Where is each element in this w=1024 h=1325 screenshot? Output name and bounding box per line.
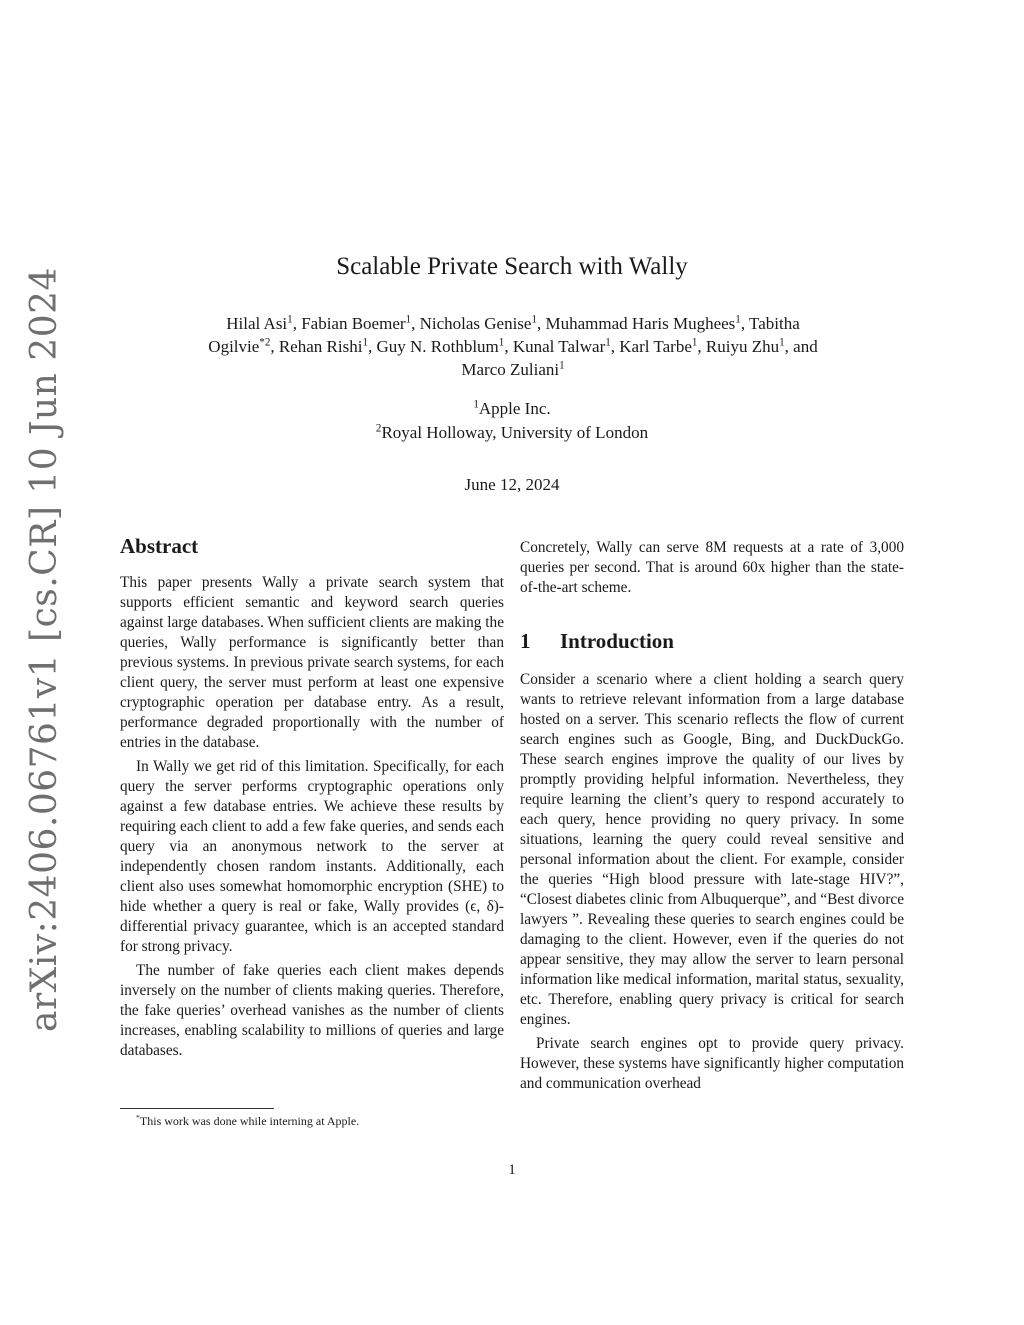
author-name: Tabitha <box>749 314 800 333</box>
footnote-text: This work was done while interning at Apple. <box>139 1114 360 1128</box>
footnote <box>136 1113 536 1129</box>
author-affiliation-mark: 1 <box>531 313 537 326</box>
author-separator: , <box>536 314 546 333</box>
author-separator: , <box>270 337 279 356</box>
author-name: Guy N. Rothblum <box>376 337 499 356</box>
page-number: 1 <box>508 1162 516 1178</box>
author-name: Kunal Talwar <box>512 337 606 356</box>
author-name: Ogilvie <box>208 337 260 356</box>
author-affiliation-mark: 1 <box>779 336 785 349</box>
author-line-1 <box>118 312 908 335</box>
author-name: Marco Zuliani <box>461 360 560 379</box>
section-heading-introduction <box>520 628 904 654</box>
author-name: Nicholas Genise <box>419 314 532 333</box>
affiliations <box>0 397 1024 445</box>
author-affiliation-mark: 1 <box>735 313 741 326</box>
abstract-paragraph: This paper presents Wally a private search system that supports efficient semantic and keyword search queries against large databases. When sufficient clients are making the queries, Wally performance is significantly better than previous systems. In previous private search systems, for each client query, the server must perform at least one expensive cryptographic operation per database entry. As a result, performance degraded proportionally with the number of entries in the database. <box>120 574 504 751</box>
affiliation-text: Royal Holloway, University of London <box>381 423 649 442</box>
affiliation-1 <box>0 397 1024 421</box>
author-separator: , <box>740 314 750 333</box>
affiliation-mark: 2 <box>375 422 382 435</box>
author-line-2 <box>118 335 908 358</box>
author-separator: , <box>504 337 513 356</box>
affiliation-text: Apple Inc. <box>478 399 551 418</box>
affiliation-2 <box>0 421 1024 445</box>
author-affiliation-mark: 1 <box>287 313 293 326</box>
author-name: Ruiyu Zhu <box>705 337 780 356</box>
footnote-marker: * <box>136 1113 140 1122</box>
introduction-paragraph: Consider a scenario where a client holding a search query wants to retrieve relevant information from a large database hosted on a server. This scenario reflects the flow of current search engines such as Google, Bing, and DuckDuckGo. These search engines improve the quality of our lives by promptly providing helpful information. Nevertheless, they require learning the client’s query to respond accurately to each query, hence providing no query privacy. In some situations, learning the query could reveal sensitive and personal information about the client. For example, consider the queries “High blood pressure with late-stage HIV?”, “Closest diabetes clinic from Albuquerque”, and “Best divorce lawyers ”. Revealing these queries to search engines could be damaging to the client. However, even if the queries do not appear sensitive, they may allow the server to learn personal information like medical information, marital status, sexuality, etc. Therefore, enabling query privacy is critical for search engines. <box>520 671 905 1028</box>
author-name: Fabian Boemer <box>301 314 406 333</box>
footnote-divider <box>120 1108 274 1109</box>
author-affiliation-mark: *2 <box>259 336 271 349</box>
right-column <box>520 538 904 1094</box>
author-affiliation-mark: 1 <box>405 313 412 326</box>
affiliation-mark: 1 <box>473 398 479 411</box>
introduction-paragraph: Private search engines opt to provide query privacy. However, these systems have significantly higher computation and communication overhead <box>520 1035 904 1092</box>
author-affiliation-mark: 1 <box>605 336 611 349</box>
author-line-3 <box>118 358 908 381</box>
author-separator: , <box>367 337 377 356</box>
author-separator: , <box>292 314 302 333</box>
author-separator: , and <box>784 337 818 356</box>
abstract-heading: Abstract <box>120 534 199 558</box>
author-separator: , <box>411 314 420 333</box>
author-list <box>118 312 908 381</box>
author-name: Muhammad Haris Mughees <box>545 314 736 333</box>
paper-title: Scalable Private Search with Wally <box>336 253 688 280</box>
abstract-paragraph: The number of fake queries each client makes depends inversely on the number of clients making queries. Therefore, the fake queries’ overhead vanishes as the number of clients increases, enabling scalability to millions of queries and large databases. <box>120 962 504 1059</box>
author-affiliation-mark: 1 <box>498 336 505 349</box>
author-name: Rehan Rishi <box>278 337 363 356</box>
left-column <box>120 533 504 1061</box>
section-title: Introduction <box>560 629 674 653</box>
author-separator: , <box>610 337 620 356</box>
author-affiliation-mark: 1 <box>691 336 698 349</box>
author-name: Hilal Asi <box>226 314 288 333</box>
abstract-paragraph: Concretely, Wally can serve 8M requests at a rate of 3,000 queries per second. That is around 60x higher than the state-of-the-art scheme. <box>520 539 904 596</box>
arxiv-identifier-stamp: arXiv:2406.06761v1 [cs.CR] 10 Jun 2024 <box>24 267 65 1033</box>
paper-date: June 12, 2024 <box>464 475 560 494</box>
abstract-paragraph: In Wally we get rid of this limitation. Specifically, for each query the server performs cryptographic operations only against a few database entries. We achieve these results by requiring each client to add a few fake queries, and sends each query via an anonymous network to the server at independently chosen random instants. Additionally, each client also uses somewhat homomorphic encryption (SHE) to hide whether a query is real or fake, Wally provides (ϵ, δ)-differential privacy guarantee, which is an accepted standard for strong privacy. <box>120 758 504 955</box>
author-separator: , <box>697 337 706 356</box>
section-number: 1 <box>520 629 531 653</box>
author-name: Karl Tarbe <box>619 337 692 356</box>
author-affiliation-mark: 1 <box>559 359 565 372</box>
author-affiliation-mark: 1 <box>362 336 368 349</box>
